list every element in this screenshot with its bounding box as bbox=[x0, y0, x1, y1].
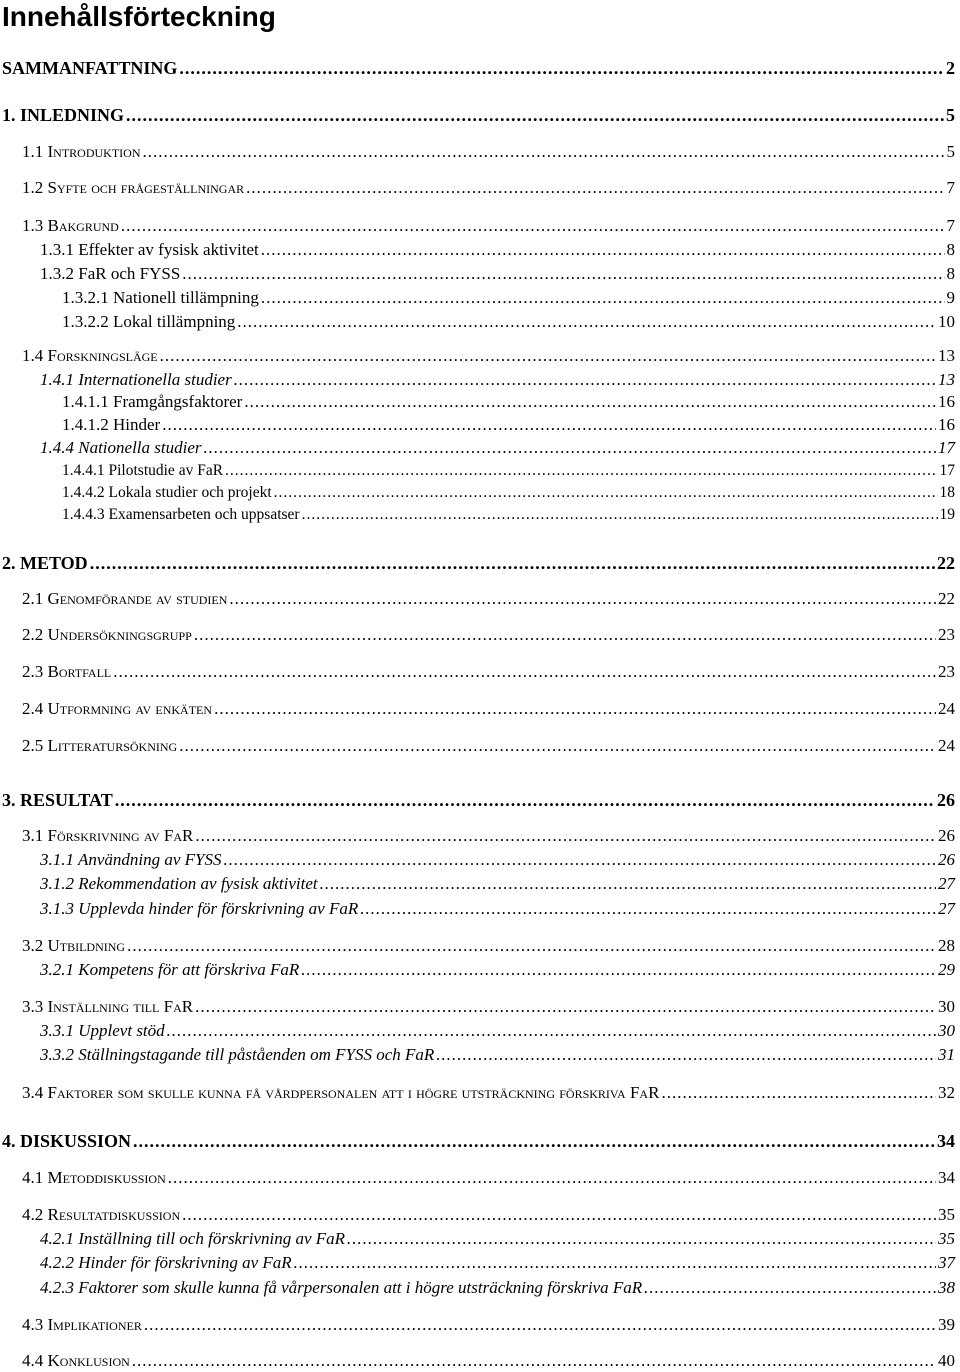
toc-entry-label: 1.4.1.2 Hinder bbox=[62, 415, 161, 434]
toc-entry[interactable] bbox=[40, 959, 955, 981]
toc-leader-dots bbox=[360, 898, 936, 920]
toc-leader-dots bbox=[225, 460, 937, 482]
toc-entry-label: 1.4.4.2 Lokala studier och projekt bbox=[62, 484, 272, 501]
toc-entry[interactable] bbox=[22, 1204, 955, 1226]
toc-leader-dots bbox=[179, 735, 936, 757]
toc-entry-page: 37 bbox=[938, 1253, 955, 1272]
toc-leader-dots bbox=[90, 552, 935, 574]
toc-entry-page: 13 bbox=[938, 370, 955, 389]
toc-entry[interactable] bbox=[22, 1082, 955, 1104]
toc-entry-page: 24 bbox=[938, 736, 955, 755]
toc-entry-label: 1.4.1 Internationella studier bbox=[40, 370, 232, 389]
toc-leader-dots bbox=[168, 1167, 936, 1189]
toc-leader-dots bbox=[195, 825, 936, 847]
toc-entry-page: 32 bbox=[938, 1083, 955, 1102]
toc-entry-page: 35 bbox=[938, 1205, 955, 1224]
toc-entry-page: 31 bbox=[938, 1045, 955, 1064]
toc-entry-label: 1.3.2.2 Lokal tillämpning bbox=[62, 312, 236, 331]
toc-leader-dots bbox=[261, 287, 945, 309]
toc-leader-dots bbox=[214, 698, 936, 720]
toc-leader-dots bbox=[160, 345, 936, 367]
toc-entry[interactable] bbox=[2, 57, 955, 79]
toc-entry-label: 3.1.3 Upplevda hinder för förskrivning av FaR bbox=[40, 899, 359, 918]
toc-entry-label: SAMMANFATTNING bbox=[2, 58, 178, 78]
toc-entry-page: 34 bbox=[938, 1168, 955, 1187]
toc-entry[interactable] bbox=[62, 311, 955, 333]
toc-entry[interactable] bbox=[22, 825, 955, 847]
toc-leader-dots bbox=[133, 1130, 935, 1152]
toc-leader-dots bbox=[179, 57, 944, 79]
toc-entry-page: 34 bbox=[937, 1131, 955, 1151]
toc-leader-dots bbox=[302, 504, 938, 526]
toc-entry-label: 4.2.2 Hinder för förskrivning av FaR bbox=[40, 1253, 292, 1272]
toc-entry-label: 2.1 Genomförande av studien bbox=[22, 589, 228, 608]
toc-entry[interactable] bbox=[22, 935, 955, 957]
toc-entry-label: 1.4 Forskningsläge bbox=[22, 346, 158, 365]
toc-entry-label: 3.3.2 Ställningstagande till påståenden om FYSS och FaR bbox=[40, 1045, 435, 1064]
toc-entry-label: 3. RESULTAT bbox=[2, 790, 113, 810]
toc-leader-dots bbox=[115, 789, 935, 811]
toc-entry-label: 1.1 Introduktion bbox=[22, 142, 141, 161]
toc-entry[interactable] bbox=[40, 1277, 955, 1299]
toc-entry-page: 26 bbox=[938, 850, 955, 869]
toc-entry[interactable] bbox=[22, 215, 955, 237]
toc-leader-dots bbox=[347, 1228, 936, 1250]
toc-entry[interactable] bbox=[40, 849, 955, 871]
toc-entry-label: 2.2 Undersökningsgrupp bbox=[22, 625, 192, 644]
toc-entry-label: 2.4 Utformning av enkäten bbox=[22, 699, 213, 718]
toc-leader-dots bbox=[644, 1277, 936, 1299]
toc-leader-dots bbox=[244, 391, 936, 413]
toc-entry-label: 4.3 Implikationer bbox=[22, 1315, 142, 1334]
toc-leader-dots bbox=[195, 996, 936, 1018]
toc-entry-page: 35 bbox=[938, 1229, 955, 1248]
toc-entry-label: 1.3.2 FaR och FYSS bbox=[40, 264, 181, 283]
toc-entry-label: 2. METOD bbox=[2, 553, 88, 573]
toc-entry[interactable] bbox=[22, 588, 955, 610]
toc-entry-label: 1.4.4.1 Pilotstudie av FaR bbox=[62, 462, 224, 479]
toc-entry[interactable] bbox=[62, 391, 955, 413]
toc-entry[interactable] bbox=[22, 624, 955, 646]
toc-leader-dots bbox=[223, 849, 936, 871]
toc-entry[interactable] bbox=[22, 996, 955, 1018]
toc-entry-label: 4. DISKUSSION bbox=[2, 1131, 132, 1151]
toc-leader-dots bbox=[237, 311, 936, 333]
toc-entry[interactable] bbox=[40, 873, 955, 895]
toc-entry[interactable] bbox=[40, 369, 955, 391]
toc-leader-dots bbox=[261, 239, 945, 261]
toc-entry-label: 1.3.2.1 Nationell tillämpning bbox=[62, 288, 259, 307]
toc-entry-page: 23 bbox=[938, 662, 955, 681]
toc-leader-dots bbox=[144, 1314, 936, 1336]
toc-entry[interactable] bbox=[2, 552, 955, 574]
toc-entry-label: 1.4.4.3 Examensarbeten och uppsatser bbox=[62, 506, 300, 523]
toc-entry-page: 7 bbox=[946, 216, 955, 235]
toc-entry-label: 3.1.2 Rekommendation av fysisk aktivitet bbox=[40, 874, 318, 893]
toc-leader-dots bbox=[204, 437, 937, 459]
toc-entry-label: 1. INLEDNING bbox=[2, 105, 125, 125]
toc-entry-page: 40 bbox=[938, 1351, 955, 1370]
toc-entry-page: 27 bbox=[938, 899, 955, 918]
toc-entry[interactable] bbox=[40, 437, 955, 459]
toc-entry-label: 4.2.3 Faktorer som skulle kunna få vårpersonalen att i högre utsträckning förskriva FaR bbox=[40, 1278, 643, 1297]
toc-leader-dots bbox=[320, 873, 936, 895]
toc-entry[interactable] bbox=[40, 898, 955, 920]
toc-leader-dots bbox=[274, 482, 938, 504]
toc-leader-dots bbox=[182, 263, 944, 285]
toc-leader-dots bbox=[194, 624, 936, 646]
toc-leader-dots bbox=[229, 588, 936, 610]
toc-leader-dots bbox=[294, 1252, 936, 1274]
toc-entry-page: 17 bbox=[939, 462, 955, 479]
toc-entry-page: 26 bbox=[937, 790, 955, 810]
toc-entry-label: 3.1 Förskrivning av FaR bbox=[22, 826, 194, 845]
toc-entry-page: 5 bbox=[946, 142, 955, 161]
toc-entry[interactable] bbox=[22, 698, 955, 720]
toc-entry[interactable] bbox=[40, 1020, 955, 1042]
toc-leader-dots bbox=[121, 215, 945, 237]
toc-entry-label: 2.3 Bortfall bbox=[22, 662, 112, 681]
toc-leader-dots bbox=[661, 1082, 936, 1104]
toc-entry[interactable] bbox=[62, 504, 955, 526]
toc-entry-label: 3.2.1 Kompetens för att förskriva FaR bbox=[40, 960, 300, 979]
toc-entry-label: 1.4.1.1 Framgångsfaktorer bbox=[62, 392, 243, 411]
toc-leader-dots bbox=[142, 141, 944, 163]
toc-entry-label: 4.1 Metoddiskussion bbox=[22, 1168, 166, 1187]
toc-entry[interactable] bbox=[40, 263, 955, 285]
toc-leader-dots bbox=[436, 1044, 936, 1066]
toc-leader-dots bbox=[234, 369, 936, 391]
toc-entry[interactable] bbox=[62, 287, 955, 309]
toc-entry-page: 13 bbox=[938, 346, 955, 365]
toc-entry[interactable] bbox=[40, 239, 955, 261]
toc-leader-dots bbox=[246, 177, 944, 199]
toc-entry[interactable] bbox=[62, 482, 955, 504]
toc-entry-label: 3.3 Inställning till FaR bbox=[22, 997, 194, 1016]
toc-entry-page: 39 bbox=[938, 1315, 955, 1334]
toc-entry-page: 38 bbox=[938, 1278, 955, 1297]
toc-leader-dots bbox=[182, 1204, 936, 1226]
toc-entry[interactable] bbox=[22, 735, 955, 757]
toc-entry-page: 26 bbox=[938, 826, 955, 845]
toc-entry[interactable] bbox=[22, 177, 955, 199]
toc-entry[interactable] bbox=[40, 1228, 955, 1250]
toc-entry-page: 29 bbox=[938, 960, 955, 979]
toc-entry-page: 19 bbox=[939, 506, 955, 523]
toc-entry[interactable] bbox=[22, 345, 955, 367]
toc-entry-label: 1.2 Syfte och frågeställningar bbox=[22, 178, 245, 197]
toc-entry-page: 23 bbox=[938, 625, 955, 644]
toc-entry-page: 8 bbox=[946, 264, 955, 283]
toc-entry-page: 22 bbox=[937, 553, 955, 573]
toc-leader-dots bbox=[301, 959, 936, 981]
toc-entry[interactable] bbox=[2, 789, 955, 811]
toc-entry-label: 3.1.1 Användning av FYSS bbox=[40, 850, 222, 869]
toc-entry[interactable] bbox=[22, 141, 955, 163]
toc-entry-label: 4.2.1 Inställning till och förskrivning av FaR bbox=[40, 1229, 346, 1248]
toc-entry-label: 1.4.4 Nationella studier bbox=[40, 438, 202, 457]
toc-entry-label: 3.4 Faktorer som skulle kunna få vårdpersonalen att i högre utsträckning förskriva FaR bbox=[22, 1083, 660, 1102]
toc-leader-dots bbox=[127, 935, 936, 957]
toc-entry-page: 22 bbox=[938, 589, 955, 608]
toc-entry-page: 7 bbox=[946, 178, 955, 197]
toc-entry-page: 16 bbox=[938, 415, 955, 434]
page-title: Innehållsförteckning bbox=[2, 1, 276, 32]
toc-entry[interactable] bbox=[2, 104, 955, 126]
toc-entry-page: 16 bbox=[938, 392, 955, 411]
toc-leader-dots bbox=[113, 661, 936, 683]
toc-entry[interactable] bbox=[22, 1167, 955, 1189]
toc-entry-label: 2.5 Litteratursökning bbox=[22, 736, 178, 755]
toc-leader-dots bbox=[126, 104, 944, 126]
toc-entry-page: 2 bbox=[946, 58, 955, 78]
toc-entry-label: 4.2 Resultatdiskussion bbox=[22, 1205, 181, 1224]
toc-entry-page: 30 bbox=[938, 997, 955, 1016]
toc-entry-page: 17 bbox=[938, 438, 955, 457]
toc-entry-label: 4.4 Konklusion bbox=[22, 1351, 130, 1370]
toc-entry[interactable] bbox=[40, 1252, 955, 1274]
toc-entry-page: 28 bbox=[938, 936, 955, 955]
toc-entry[interactable] bbox=[62, 414, 955, 436]
toc-entry-label: 1.3.1 Effekter av fysisk aktivitet bbox=[40, 240, 259, 259]
toc-entry-label: 3.3.1 Upplevt stöd bbox=[40, 1021, 165, 1040]
toc-entry-page: 27 bbox=[938, 874, 955, 893]
toc-leader-dots bbox=[162, 414, 936, 436]
toc-entry-page: 9 bbox=[946, 288, 955, 307]
toc-entry[interactable] bbox=[22, 661, 955, 683]
toc-entry[interactable] bbox=[22, 1314, 955, 1336]
toc-entry-label: 1.3 Bakgrund bbox=[22, 216, 119, 235]
toc-entry[interactable] bbox=[40, 1044, 955, 1066]
toc-entry[interactable] bbox=[62, 460, 955, 482]
toc-entry-page: 24 bbox=[938, 699, 955, 718]
toc-entry-page: 5 bbox=[946, 105, 955, 125]
toc-entry-page: 30 bbox=[938, 1021, 955, 1040]
toc-entry-page: 18 bbox=[939, 484, 955, 501]
toc-leader-dots bbox=[167, 1020, 936, 1042]
toc-entry-page: 10 bbox=[938, 312, 955, 331]
toc-entry-label: 3.2 Utbildning bbox=[22, 936, 126, 955]
toc-entry-page: 8 bbox=[946, 240, 955, 259]
toc-entry[interactable] bbox=[2, 1130, 955, 1152]
